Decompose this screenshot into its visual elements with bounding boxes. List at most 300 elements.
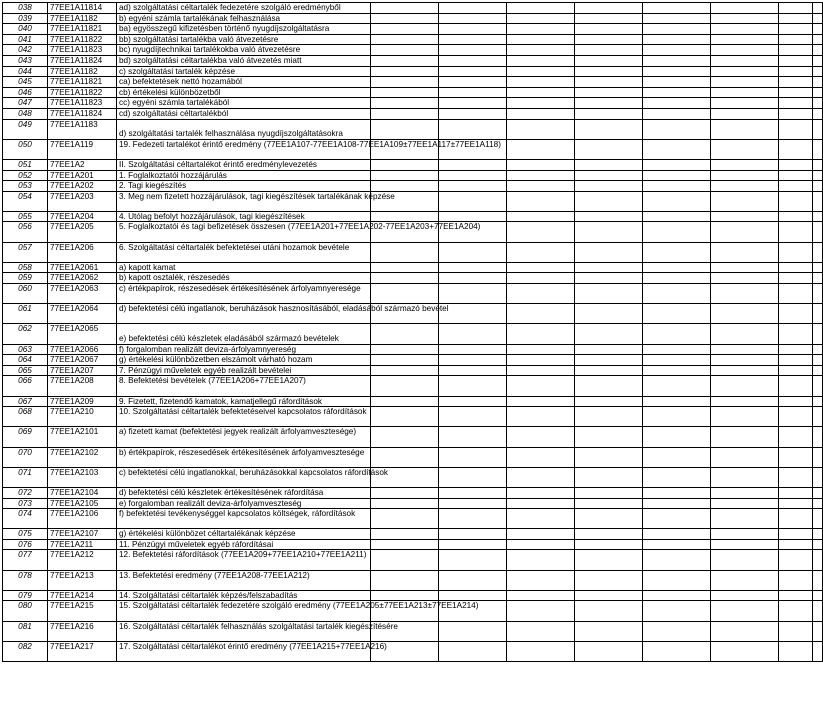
value-cell	[779, 539, 813, 550]
row-code: 77EE1A2066	[48, 344, 117, 355]
row-code: 77EE1A2104	[48, 487, 117, 498]
value-cell	[507, 170, 575, 181]
row-code: 77EE1A212	[48, 550, 117, 570]
value-cell	[711, 24, 779, 35]
table-row	[3, 601, 823, 621]
value-cell	[779, 77, 813, 88]
table-row	[3, 211, 823, 222]
table-row	[3, 590, 823, 601]
row-code: 77EE1A11822	[48, 34, 117, 45]
value-cell	[575, 487, 643, 498]
value-cell	[371, 570, 439, 590]
value-cell	[439, 98, 507, 109]
value-cell	[507, 98, 575, 109]
value-cell	[575, 467, 643, 487]
value-cell	[371, 365, 439, 376]
table-row	[3, 487, 823, 498]
row-code: 77EE1A201	[48, 170, 117, 181]
value-cell	[643, 529, 711, 540]
row-description: 10. Szolgáltatási céltartalék befektetéseivel kapcsolatos ráfordítások	[117, 407, 371, 427]
value-cell	[779, 34, 813, 45]
table-row	[3, 87, 823, 98]
value-cell	[371, 108, 439, 119]
value-cell	[813, 262, 823, 273]
row-number: 073	[3, 498, 48, 509]
value-cell	[779, 570, 813, 590]
value-cell	[813, 24, 823, 35]
value-cell	[575, 304, 643, 324]
table-row	[3, 66, 823, 77]
table-row	[3, 55, 823, 66]
value-cell	[711, 181, 779, 192]
row-description: 7. Pénzügyi műveletek egyéb realizált bevételei	[117, 365, 371, 376]
value-cell	[575, 498, 643, 509]
value-cell	[813, 3, 823, 14]
value-cell	[779, 601, 813, 621]
row-number: 043	[3, 55, 48, 66]
value-cell	[575, 376, 643, 396]
value-cell	[813, 601, 823, 621]
row-description: 15. Szolgáltatási céltartalék fedezetére szolgáló eredmény (77EE1A205±77EE1A213±77EE1A214)	[117, 601, 371, 621]
value-cell	[371, 590, 439, 601]
row-description: ca) befektetések nettó hozamából	[117, 77, 371, 88]
row-code: 77EE1A2106	[48, 509, 117, 529]
value-cell	[371, 447, 439, 467]
value-cell	[779, 365, 813, 376]
value-cell	[371, 211, 439, 222]
row-code: 77EE1A2063	[48, 284, 117, 304]
row-code: 77EE1A216	[48, 621, 117, 641]
value-cell	[439, 407, 507, 427]
value-cell	[813, 98, 823, 109]
table-row	[3, 159, 823, 170]
table-row	[3, 242, 823, 262]
value-cell	[575, 55, 643, 66]
row-description: c) értékpapírok, részesedések értékesítésének árfolyamnyeresége	[117, 284, 371, 304]
value-cell	[371, 509, 439, 529]
value-cell	[779, 529, 813, 540]
value-cell	[371, 355, 439, 366]
value-cell	[575, 396, 643, 407]
value-cell	[643, 181, 711, 192]
row-number: 038	[3, 3, 48, 14]
value-cell	[575, 191, 643, 211]
value-cell	[779, 119, 813, 139]
row-number: 054	[3, 191, 48, 211]
row-code: 77EE1A205	[48, 222, 117, 242]
value-cell	[813, 396, 823, 407]
value-cell	[507, 498, 575, 509]
value-cell	[813, 304, 823, 324]
row-code: 77EE1A2107	[48, 529, 117, 540]
value-cell	[643, 550, 711, 570]
value-cell	[779, 324, 813, 344]
row-description: b) egyéni számla tartalékának felhasználása	[117, 13, 371, 24]
value-cell	[643, 284, 711, 304]
row-number: 080	[3, 601, 48, 621]
value-cell	[507, 34, 575, 45]
value-cell	[813, 621, 823, 641]
value-cell	[813, 570, 823, 590]
row-code: 77EE1A211	[48, 539, 117, 550]
value-cell	[575, 108, 643, 119]
value-cell	[439, 365, 507, 376]
value-cell	[813, 108, 823, 119]
row-number: 066	[3, 376, 48, 396]
value-cell	[711, 242, 779, 262]
value-cell	[711, 304, 779, 324]
table-row	[3, 119, 823, 139]
row-number: 041	[3, 34, 48, 45]
row-code: 77EE1A11814	[48, 3, 117, 14]
value-cell	[643, 621, 711, 641]
value-cell	[575, 427, 643, 447]
value-cell	[371, 66, 439, 77]
value-cell	[575, 324, 643, 344]
value-cell	[643, 191, 711, 211]
table-row	[3, 447, 823, 467]
value-cell	[575, 539, 643, 550]
value-cell	[643, 55, 711, 66]
row-number: 081	[3, 621, 48, 641]
table-row	[3, 273, 823, 284]
table-row	[3, 641, 823, 661]
value-cell	[575, 641, 643, 661]
value-cell	[643, 211, 711, 222]
value-cell	[507, 242, 575, 262]
row-code: 77EE1A11824	[48, 108, 117, 119]
value-cell	[507, 159, 575, 170]
value-cell	[813, 487, 823, 498]
value-cell	[813, 376, 823, 396]
value-cell	[371, 170, 439, 181]
value-cell	[711, 621, 779, 641]
value-cell	[779, 550, 813, 570]
value-cell	[813, 641, 823, 661]
value-cell	[643, 13, 711, 24]
value-cell	[575, 590, 643, 601]
value-cell	[575, 66, 643, 77]
value-cell	[643, 590, 711, 601]
row-number: 076	[3, 539, 48, 550]
table-row	[3, 181, 823, 192]
row-description: cc) egyéni számla tartalékából	[117, 98, 371, 109]
value-cell	[439, 284, 507, 304]
table-row	[3, 407, 823, 427]
value-cell	[643, 467, 711, 487]
value-cell	[575, 447, 643, 467]
value-cell	[813, 365, 823, 376]
row-description: 11. Pénzügyi műveletek egyéb ráfordításai	[117, 539, 371, 550]
row-description: 3. Meg nem fizetett hozzájárulások, tagi kiegészítések tartalékának képzése	[117, 191, 371, 211]
row-number: 063	[3, 344, 48, 355]
row-number: 065	[3, 365, 48, 376]
value-cell	[711, 191, 779, 211]
value-cell	[779, 590, 813, 601]
value-cell	[507, 324, 575, 344]
value-cell	[575, 181, 643, 192]
value-cell	[779, 641, 813, 661]
row-code: 77EE1A208	[48, 376, 117, 396]
row-number: 039	[3, 13, 48, 24]
value-cell	[371, 273, 439, 284]
value-cell	[711, 273, 779, 284]
value-cell	[643, 119, 711, 139]
value-cell	[507, 24, 575, 35]
row-description: f) forgalomban realizált deviza-árfolyamnyereség	[117, 344, 371, 355]
value-cell	[779, 467, 813, 487]
table-row	[3, 170, 823, 181]
value-cell	[779, 355, 813, 366]
value-cell	[643, 66, 711, 77]
table-row	[3, 24, 823, 35]
value-cell	[813, 498, 823, 509]
value-cell	[507, 365, 575, 376]
value-cell	[575, 222, 643, 242]
value-cell	[813, 509, 823, 529]
row-code: 77EE1A215	[48, 601, 117, 621]
row-code: 77EE1A1183	[48, 119, 117, 139]
value-cell	[813, 242, 823, 262]
value-cell	[643, 273, 711, 284]
value-cell	[439, 87, 507, 98]
row-number: 077	[3, 550, 48, 570]
value-cell	[575, 365, 643, 376]
value-cell	[779, 427, 813, 447]
value-cell	[507, 590, 575, 601]
value-cell	[643, 641, 711, 661]
value-cell	[813, 87, 823, 98]
value-cell	[711, 170, 779, 181]
value-cell	[439, 376, 507, 396]
table-row	[3, 34, 823, 45]
value-cell	[371, 396, 439, 407]
value-cell	[507, 396, 575, 407]
value-cell	[575, 159, 643, 170]
row-description: c) szolgáltatási tartalék képzése	[117, 66, 371, 77]
value-cell	[711, 98, 779, 109]
value-cell	[711, 570, 779, 590]
value-cell	[575, 242, 643, 262]
row-number: 058	[3, 262, 48, 273]
row-description: 8. Befektetési bevételek (77EE1A206+77EE1A207)	[117, 376, 371, 396]
value-cell	[643, 447, 711, 467]
row-description: e) forgalomban realizált deviza-árfolyamveszteség	[117, 498, 371, 509]
value-cell	[371, 119, 439, 139]
value-cell	[575, 139, 643, 159]
table-row	[3, 376, 823, 396]
value-cell	[439, 108, 507, 119]
value-cell	[439, 66, 507, 77]
value-cell	[439, 467, 507, 487]
row-number: 069	[3, 427, 48, 447]
value-cell	[439, 170, 507, 181]
value-cell	[643, 498, 711, 509]
value-cell	[439, 262, 507, 273]
value-cell	[711, 365, 779, 376]
value-cell	[507, 191, 575, 211]
row-number: 055	[3, 211, 48, 222]
table-row	[3, 98, 823, 109]
value-cell	[779, 407, 813, 427]
value-cell	[371, 284, 439, 304]
value-cell	[711, 407, 779, 427]
row-code: 77EE1A11821	[48, 77, 117, 88]
value-cell	[439, 550, 507, 570]
value-cell	[779, 396, 813, 407]
value-cell	[439, 539, 507, 550]
table-row	[3, 396, 823, 407]
table-row	[3, 467, 823, 487]
value-cell	[439, 529, 507, 540]
value-cell	[439, 191, 507, 211]
row-code: 77EE1A11821	[48, 24, 117, 35]
row-description: 1. Foglalkoztatói hozzájárulás	[117, 170, 371, 181]
value-cell	[575, 550, 643, 570]
value-cell	[507, 376, 575, 396]
value-cell	[507, 77, 575, 88]
value-cell	[711, 509, 779, 529]
value-cell	[643, 222, 711, 242]
row-description: c) befektetési célú ingatlanokkal, beruházásokkal kapcsolatos ráfordítások	[117, 467, 371, 487]
value-cell	[507, 539, 575, 550]
value-cell	[371, 34, 439, 45]
value-cell	[643, 509, 711, 529]
row-number: 046	[3, 87, 48, 98]
value-cell	[371, 498, 439, 509]
row-description: b) értékpapírok, részesedések értékesítésének árfolyamvesztesége	[117, 447, 371, 467]
table-row	[3, 365, 823, 376]
row-code: 77EE1A2064	[48, 304, 117, 324]
value-cell	[779, 55, 813, 66]
value-cell	[575, 45, 643, 56]
value-cell	[507, 108, 575, 119]
value-cell	[711, 344, 779, 355]
value-cell	[711, 550, 779, 570]
value-cell	[575, 13, 643, 24]
row-description: bb) szolgáltatási tartalékba való átvezetésre	[117, 34, 371, 45]
row-description: 6. Szolgáltatási céltartalék befektetései utáni hozamok bevétele	[117, 242, 371, 262]
value-cell	[813, 222, 823, 242]
value-cell	[813, 13, 823, 24]
value-cell	[711, 601, 779, 621]
value-cell	[813, 34, 823, 45]
row-code: 77EE1A202	[48, 181, 117, 192]
value-cell	[371, 529, 439, 540]
value-cell	[711, 13, 779, 24]
value-cell	[779, 487, 813, 498]
value-cell	[779, 159, 813, 170]
value-cell	[371, 13, 439, 24]
value-cell	[643, 242, 711, 262]
value-cell	[507, 570, 575, 590]
value-cell	[779, 447, 813, 467]
row-number: 052	[3, 170, 48, 181]
row-number: 067	[3, 396, 48, 407]
value-cell	[711, 55, 779, 66]
value-cell	[439, 34, 507, 45]
value-cell	[507, 467, 575, 487]
value-cell	[813, 324, 823, 344]
value-cell	[439, 344, 507, 355]
value-cell	[507, 211, 575, 222]
row-code: 77EE1A119	[48, 139, 117, 159]
row-code: 77EE1A206	[48, 242, 117, 262]
value-cell	[439, 211, 507, 222]
value-cell	[779, 98, 813, 109]
value-cell	[813, 77, 823, 88]
row-number: 079	[3, 590, 48, 601]
row-code: 77EE1A2103	[48, 467, 117, 487]
value-cell	[439, 55, 507, 66]
value-cell	[439, 487, 507, 498]
value-cell	[371, 77, 439, 88]
value-cell	[813, 447, 823, 467]
value-cell	[371, 55, 439, 66]
value-cell	[439, 641, 507, 661]
row-description: g) értékelési különbözetben elszámolt várható hozam	[117, 355, 371, 366]
value-cell	[711, 376, 779, 396]
value-cell	[813, 191, 823, 211]
value-cell	[507, 181, 575, 192]
table-row	[3, 3, 823, 14]
row-code: 77EE1A203	[48, 191, 117, 211]
value-cell	[643, 98, 711, 109]
table-row	[3, 550, 823, 570]
table-row	[3, 222, 823, 242]
value-cell	[507, 284, 575, 304]
row-description: 12. Befektetési ráfordítások (77EE1A209+77EE1A210+77EE1A211)	[117, 550, 371, 570]
row-code: 77EE1A2102	[48, 447, 117, 467]
row-number: 044	[3, 66, 48, 77]
value-cell	[439, 570, 507, 590]
table-row	[3, 427, 823, 447]
row-description: bd) szolgáltatási céltartalékba való átvezetés miatt	[117, 55, 371, 66]
row-description: a) kapott kamat	[117, 262, 371, 273]
value-cell	[711, 262, 779, 273]
value-cell	[643, 108, 711, 119]
value-cell	[439, 159, 507, 170]
table-row	[3, 45, 823, 56]
value-cell	[575, 119, 643, 139]
value-cell	[371, 3, 439, 14]
table-row	[3, 304, 823, 324]
value-cell	[575, 407, 643, 427]
value-cell	[575, 3, 643, 14]
value-cell	[813, 211, 823, 222]
row-code: 77EE1A2105	[48, 498, 117, 509]
value-cell	[371, 242, 439, 262]
row-number: 049	[3, 119, 48, 139]
value-cell	[643, 170, 711, 181]
value-cell	[507, 66, 575, 77]
value-cell	[711, 487, 779, 498]
table-row	[3, 509, 823, 529]
table-row	[3, 108, 823, 119]
value-cell	[643, 139, 711, 159]
row-code: 77EE1A2061	[48, 262, 117, 273]
value-cell	[779, 509, 813, 529]
row-description: 14. Szolgáltatási céltartalék képzés/felszabadítás	[117, 590, 371, 601]
value-cell	[575, 344, 643, 355]
value-cell	[779, 211, 813, 222]
value-cell	[643, 159, 711, 170]
value-cell	[711, 222, 779, 242]
value-cell	[643, 24, 711, 35]
row-description: a) fizetett kamat (befektetési jegyek realizált árfolyamvesztesége)	[117, 427, 371, 447]
row-description: 19. Fedezeti tartalékot érintő eredmény (77EE1A107-77EE1A108-77EE1A109±77EE1A117±77EE1A118)	[117, 139, 371, 159]
value-cell	[779, 13, 813, 24]
